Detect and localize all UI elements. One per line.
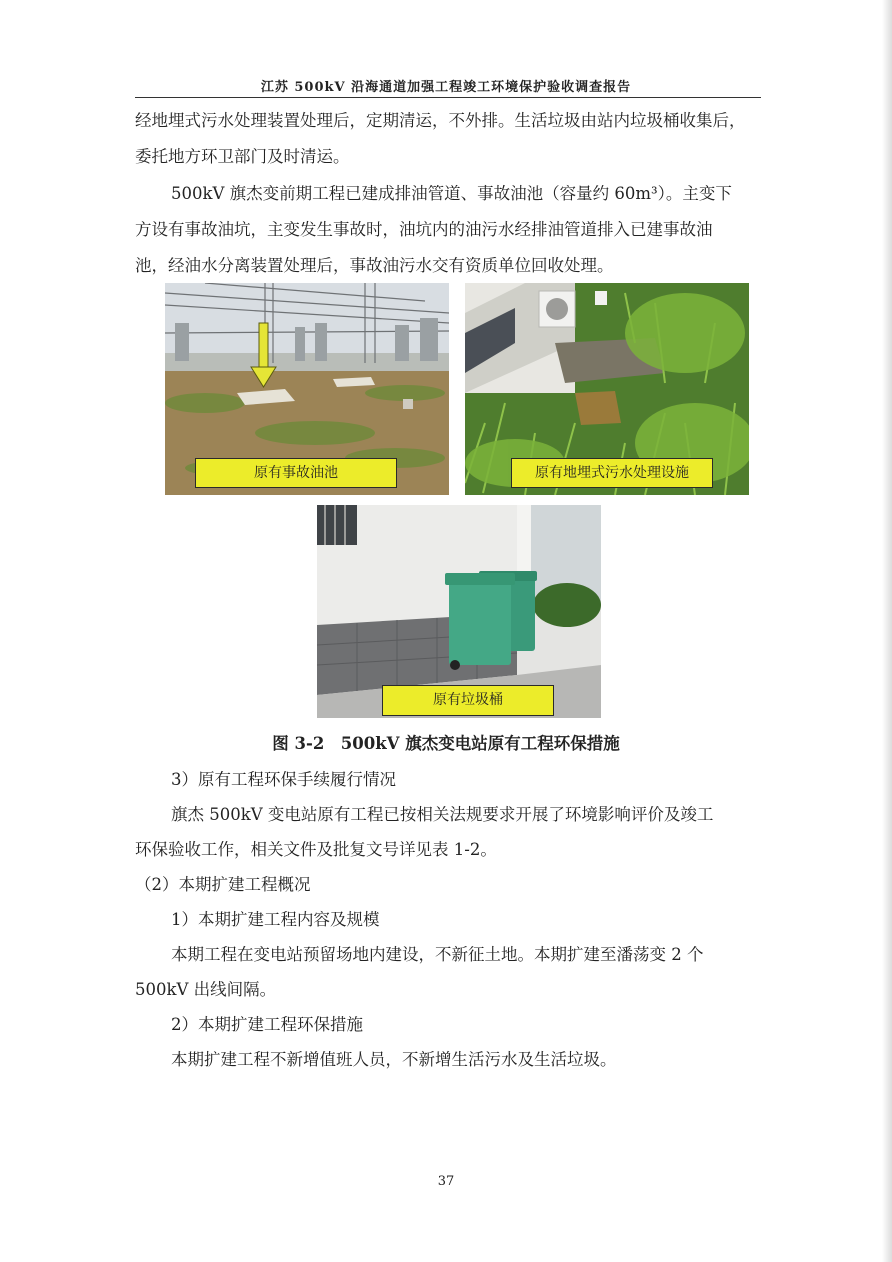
paragraph-oil-line-1: 500kV 旗杰变前期工程已建成排油管道、事故油池（容量约 60m³）。主变下 xyxy=(171,184,732,203)
heading-expansion-measures: 2）本期扩建工程环保措施 xyxy=(171,1015,363,1034)
header-rule xyxy=(135,97,761,98)
photo-sewage-facility xyxy=(465,283,749,495)
photo3-label: 原有垃圾桶 xyxy=(382,685,554,716)
figure-caption: 图 3-2 500kV 旗杰变电站原有工程环保措施 xyxy=(272,734,620,753)
page-number: 37 xyxy=(437,1174,455,1189)
paragraph-oil-line-3: 池，经油水分离装置处理后，事故油污水交有资质单位回收处理。 xyxy=(135,256,614,275)
paragraph-oil-line-2: 方设有事故油坑，主变发生事故时，油坑内的油污水经排油管道排入已建事故油 xyxy=(135,220,713,239)
paragraph-scope-line-2: 500kV 出线间隔。 xyxy=(135,980,277,999)
paragraph-scope-line-1: 本期工程在变电站预留场地内建设，不新征土地。本期扩建至潘荡变 2 个 xyxy=(171,945,704,964)
page-edge-shadow xyxy=(882,0,892,1262)
paragraph-measures: 本期扩建工程不新增值班人员，不新增生活污水及生活垃圾。 xyxy=(171,1050,617,1069)
photo-accident-oil-pit xyxy=(165,283,449,495)
photo-garbage-bins xyxy=(317,505,601,718)
paragraph-procedures-line-1: 旗杰 500kV 变电站原有工程已按相关法规要求开展了环境影响评价及竣工 xyxy=(171,805,714,824)
paragraph-sewage-garbage: 经地埋式污水处理装置处理后，定期清运，不外排。生活垃圾由站内垃圾桶收集后，委托地方环卫部门及时清运。 xyxy=(135,111,746,166)
photo1-label: 原有事故油池 xyxy=(195,458,397,488)
paragraph-procedures-line-2: 环保验收工作，相关文件及批复文号详见表 1-2。 xyxy=(135,840,497,859)
heading-expansion-scope: 1）本期扩建工程内容及规模 xyxy=(171,910,380,929)
photo2-label: 原有地埋式污水处理设施 xyxy=(511,458,713,488)
report-header-title: 江苏 500kV 沿海通道加强工程竣工环境保护验收调查报告 xyxy=(260,80,632,95)
heading-env-procedures: 3）原有工程环保手续履行情况 xyxy=(171,770,396,789)
heading-expansion-overview: （2）本期扩建工程概况 xyxy=(135,875,311,894)
